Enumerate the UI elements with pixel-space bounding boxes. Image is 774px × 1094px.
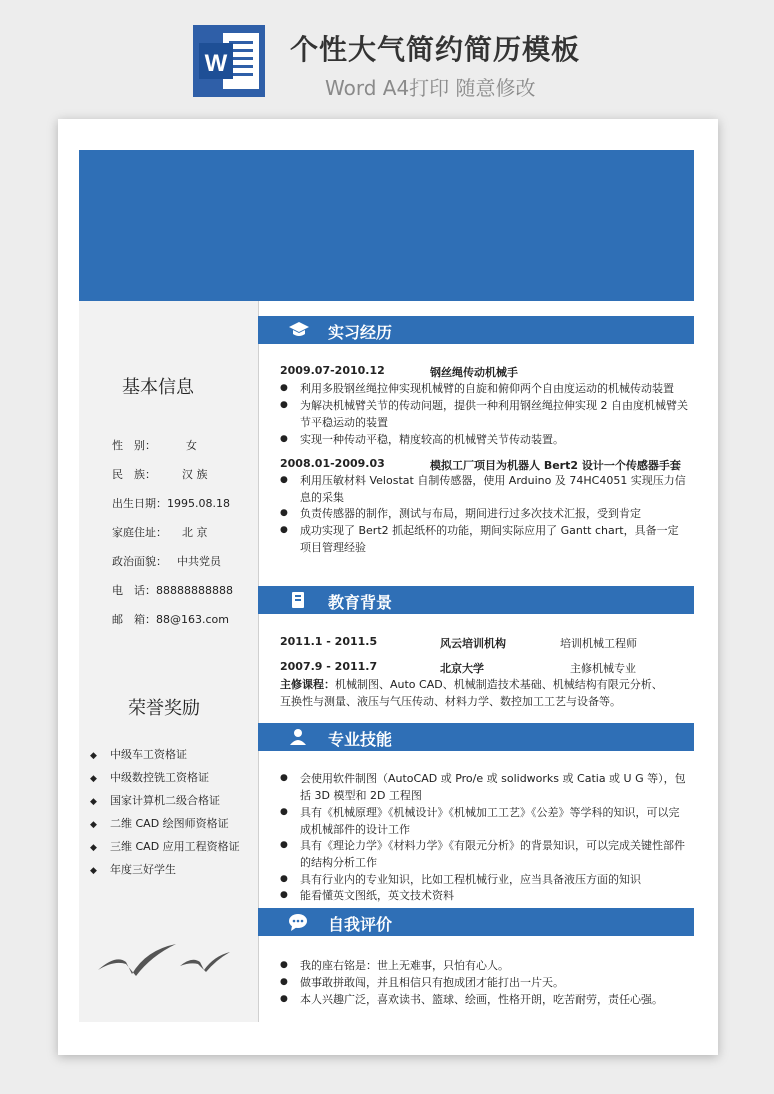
page-title: 个性大气简约简历模板	[290, 33, 581, 66]
diamond-bullet-icon: ◆	[90, 774, 97, 784]
info-row-gender: 性 别： 女	[112, 439, 197, 452]
sidebar	[79, 301, 259, 1022]
diamond-bullet-icon: ◆	[90, 866, 97, 876]
edu-period: 2007.9 - 2011.7	[280, 660, 378, 673]
job-role: 模拟工厂项目为机器人 Bert2 设计一个传感器手套	[430, 459, 681, 472]
job-period: 2009.07-2010.12	[280, 364, 385, 377]
book-icon	[288, 591, 308, 609]
info-row-address: 家庭住址： 北 京	[112, 526, 208, 539]
honor-item: ◆ 三维 CAD 应用工程资格证	[90, 840, 240, 853]
courses-line: 主修课程：机械制图、Auto CAD、机械制造技术基础、机械结构有限元分析、	[280, 678, 663, 691]
section-title: 实习经历	[328, 323, 393, 342]
honor-item: ◆ 年度三好学生	[90, 863, 176, 876]
diamond-bullet-icon: ◆	[90, 843, 97, 853]
info-row-birthdate: 出生日期：1995.08.18	[112, 497, 230, 510]
graduation-cap-icon	[288, 321, 308, 339]
diamond-bullet-icon: ◆	[90, 797, 97, 807]
honor-item: ◆ 中级数控铣工资格证	[90, 771, 209, 784]
edu-major: 培训机械工程师	[560, 637, 637, 650]
honors-title: 荣誉奖励	[128, 698, 200, 719]
chat-bubble-icon	[288, 913, 308, 931]
section-header-self-eval	[258, 908, 694, 936]
logo-letter: W	[204, 50, 228, 77]
honor-item: ◆ 中级车工资格证	[90, 748, 187, 761]
job-role: 钢丝绳传动机械手	[430, 366, 518, 379]
info-row-ethnicity: 民 族： 汉 族	[112, 468, 208, 481]
info-row-political: 政治面貌： 中共党员	[112, 555, 221, 568]
edu-school: 北京大学	[440, 662, 484, 675]
user-icon	[288, 728, 308, 746]
section-header-skills	[258, 723, 694, 751]
header-banner	[79, 150, 694, 301]
edu-period: 2011.1 - 2011.5	[280, 635, 378, 648]
diamond-bullet-icon: ◆	[90, 820, 97, 830]
basic-info-title: 基本信息	[122, 377, 194, 398]
section-title: 专业技能	[328, 730, 393, 749]
section-title: 自我评价	[328, 915, 393, 934]
page-subtitle: Word A4打印 随意修改	[325, 76, 536, 100]
bird-decoration-icon	[96, 940, 236, 984]
word-logo-icon	[193, 25, 265, 97]
honor-item: ◆ 国家计算机二级合格证	[90, 794, 220, 807]
info-row-email: 邮 箱：88@163.com	[112, 613, 229, 626]
section-title: 教育背景	[328, 593, 393, 612]
honor-item: ◆ 二维 CAD 绘图师资格证	[90, 817, 229, 830]
job-period: 2008.01-2009.03	[280, 457, 385, 470]
edu-school: 风云培训机构	[440, 637, 506, 650]
diamond-bullet-icon: ◆	[90, 751, 97, 761]
section-header-internship	[258, 316, 694, 344]
info-row-phone: 电 话：88888888888	[112, 584, 233, 597]
edu-major: 主修机械专业	[570, 662, 636, 675]
courses-line: 互换性与测量、液压与气压传动、材料力学、数控加工工艺与设备等。	[280, 695, 621, 708]
section-header-education	[258, 586, 694, 614]
